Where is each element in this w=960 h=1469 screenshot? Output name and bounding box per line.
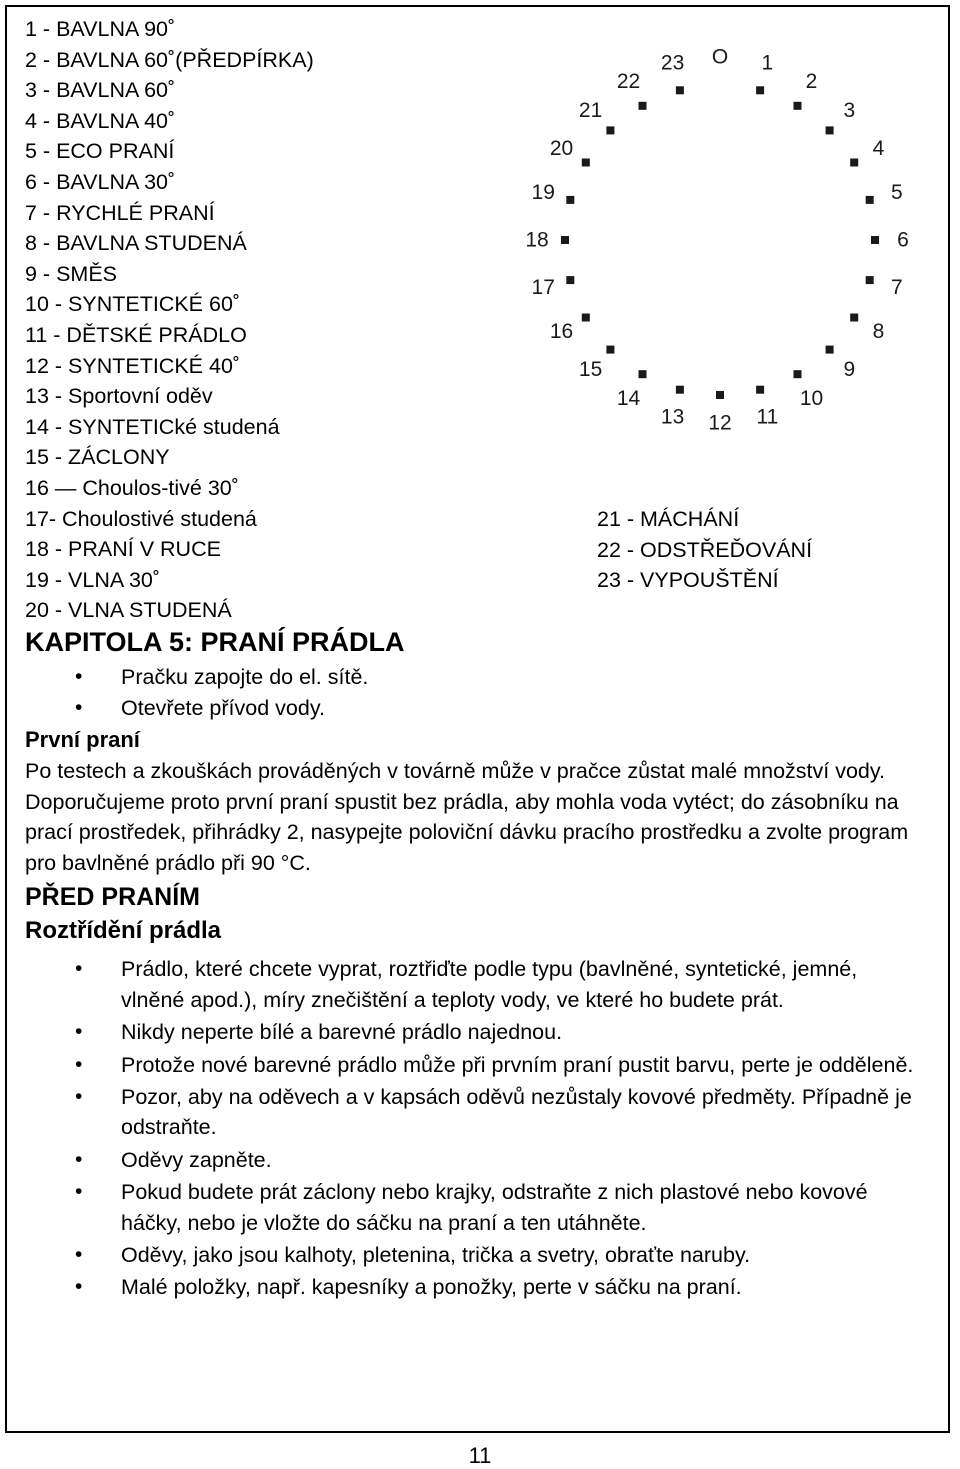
dial-label: 6 [897, 228, 909, 252]
dial-marker [676, 86, 684, 94]
dial-marker [826, 346, 834, 354]
dial-marker [676, 386, 684, 394]
program-item: 21 - MÁCHÁNÍ [597, 507, 740, 531]
program-item: 16 — Choulos-tivé 30˚ [25, 475, 239, 500]
dial-label: 2 [805, 70, 818, 93]
list-item: • Pozor, aby na oděvech a v kapsách oděvů nezůstaly kovové předměty. Případně je odstraňte. [25, 1082, 925, 1143]
dial-label: 22 [616, 70, 641, 93]
before-washing-heading: PŘED PRANÍM [25, 883, 201, 912]
dial-marker [639, 370, 647, 378]
chapter-title: KAPITOLA 5: PRANÍ PRÁDLA [25, 627, 405, 657]
program-item: 2 - BAVLNA 60˚(PŘEDPÍRKA) [25, 47, 314, 72]
program-item: 6 - BAVLNA 30˚ [25, 169, 176, 194]
first-wash-heading: První praní [25, 727, 140, 752]
dial-marker [826, 126, 834, 134]
program-item: 12 - SYNTETICKÉ 40˚ [25, 353, 241, 378]
program-item: 23 - VYPOUŠTĚNÍ [597, 568, 779, 593]
program-item: 22 - ODSTŘEĎOVÁNÍ [597, 537, 813, 562]
program-list-right [597, 504, 812, 596]
list-item: • Oděvy, jako jsou kalhoty, pletenina, trička a svetry, obraťte naruby. [25, 1240, 925, 1270]
program-item: 13 - Sportovní oděv [25, 384, 213, 409]
dial-marker [850, 314, 858, 322]
dial-marker [850, 159, 858, 167]
dial-marker [871, 236, 879, 244]
program-item: 11 - DĚTSKÉ PRÁDLO [25, 322, 247, 347]
page-number: 11 [468, 1443, 492, 1468]
sorting-list [25, 954, 925, 1302]
list-item: • Pokud budete prát záclony nebo krajky, odstraňte z nich plastové nebo kovové háčky, nebo je vložte do sáčku na praní a ten utáhněte. [25, 1177, 925, 1238]
list-item: • Protože nové barevné prádlo může při prvním praní pustit barvu, perte je odděleně. [25, 1050, 925, 1080]
sorting-heading: Roztřídění prádla [25, 917, 222, 945]
program-item: 8 - BAVLNA STUDENÁ [25, 231, 247, 256]
dial-marker [756, 86, 764, 94]
dial-label: 15 [578, 357, 603, 381]
dial-label: 21 [578, 99, 603, 123]
dial-label: 7 [890, 275, 903, 299]
dial-marker [582, 159, 590, 167]
program-item: 15 - ZÁCLONY [25, 445, 170, 470]
program-item: 17- Choulostivé studená [25, 506, 257, 531]
program-item: 19 - VLNA 30˚ [25, 567, 161, 592]
list-item: • Malé položky, např. kapesníky a ponožky, perte v sáčku na praní. [25, 1272, 925, 1302]
dial-marker [866, 196, 874, 204]
dial-marker [794, 370, 802, 378]
program-item: 1 - BAVLNA 90˚ [25, 17, 176, 41]
dial-label: 13 [660, 405, 685, 429]
dial-marker [756, 386, 764, 394]
dial-label: 4 [872, 137, 885, 160]
program-item: 5 - ECO PRANÍ [25, 139, 175, 164]
program-item: 7 - RYCHLÉ PRANÍ [25, 200, 215, 225]
dial-marker [866, 276, 874, 284]
dial-label: 19 [531, 181, 555, 205]
program-list-left [25, 14, 495, 626]
program-item: 9 - SMĚS [25, 261, 117, 286]
main-content [25, 622, 925, 1305]
dial-marker [606, 126, 614, 134]
program-dial [520, 40, 920, 440]
first-wash-text: Po testech a zkouškách prováděných v továrně může v pračce zůstat malé množství vody. Doporučujeme proto první praní spustit bez prádla, aby mohla voda vytéct; do zásobníku na prací prostředek, přihrádky 2, nasypejte poloviční dávku pracího prostředku a zvolte program pro bavlněné prádlo při 90 °C. [25, 759, 909, 875]
dial-label: 23 [660, 51, 685, 75]
dial-label: O [711, 45, 729, 69]
dial-label: 17 [531, 275, 555, 299]
dial-label: 1 [761, 51, 774, 75]
dial-marker [566, 276, 574, 284]
program-item: 20 - VLNA STUDENÁ [25, 598, 232, 623]
dial-marker [639, 102, 647, 110]
program-item: 3 - BAVLNA 60˚ [25, 78, 176, 103]
dial-marker [566, 196, 574, 204]
dial-label: 14 [616, 387, 641, 410]
list-item: • Nikdy neperte bílé a barevné prádlo najednou. [25, 1017, 925, 1047]
dial-label: 10 [799, 387, 824, 410]
list-item: • Oděvy zapněte. [25, 1145, 925, 1175]
dial-label: 8 [872, 320, 885, 343]
dial-marker [794, 102, 802, 110]
dial-label: 11 [756, 405, 779, 429]
dial-marker [606, 346, 614, 354]
list-item: • Otevřete přívod vody. [25, 693, 925, 724]
dial-label: 3 [843, 99, 856, 123]
dial-label: 18 [525, 228, 549, 252]
program-item: 14 - SYNTETICké studená [25, 414, 280, 439]
dial-label: 16 [549, 320, 574, 343]
dial-label: 5 [890, 181, 903, 205]
dial-marker [716, 391, 724, 399]
program-item: 10 - SYNTETICKÉ 60˚ [25, 292, 241, 317]
dial-label: 20 [549, 137, 574, 160]
list-item: • Pračku zapojte do el. sítě. [25, 662, 925, 693]
program-item: 4 - BAVLNA 40˚ [25, 108, 176, 133]
dial-marker [582, 314, 590, 322]
dial-label: 12 [708, 411, 732, 435]
dial-marker [561, 236, 569, 244]
program-item: 18 - PRANÍ V RUCE [25, 537, 221, 562]
dial-label: 9 [843, 357, 856, 381]
intro-list [25, 662, 925, 723]
list-item: • Prádlo, které chcete vyprat, roztřiďte podle typu (bavlněné, syntetické, jemné, vlněné apod.), míry znečištění a teploty vody, ve které ho budete prát. [25, 954, 925, 1015]
